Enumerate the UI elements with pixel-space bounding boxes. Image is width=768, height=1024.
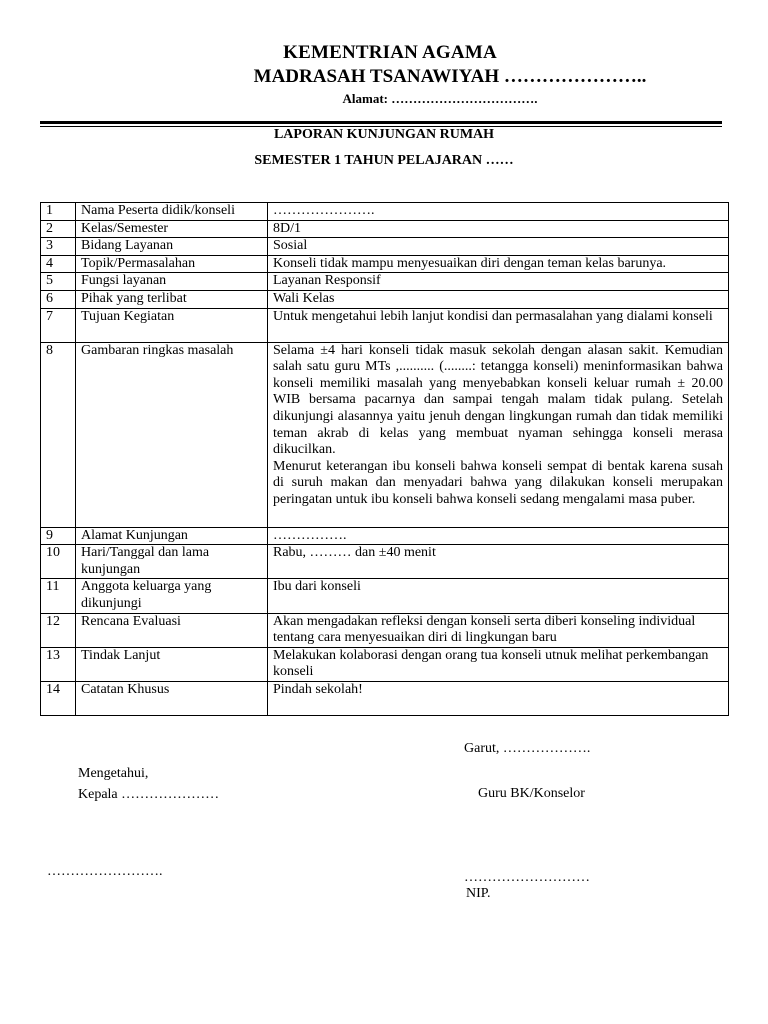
table-row xyxy=(41,290,729,308)
row-number: 7 xyxy=(41,308,76,342)
row-label: Bidang Layanan xyxy=(76,238,268,256)
row-number: 6 xyxy=(41,290,76,308)
row-value: Konseli tidak mampu menyesuaikan diri dengan teman kelas barunya. xyxy=(268,255,729,273)
row-label: Anggota keluarga yang dikunjungi xyxy=(76,579,268,613)
row-value: Layanan Responsif xyxy=(268,273,729,291)
school-heading: MADRASAH TSANAWIYAH ………………….. xyxy=(253,66,647,87)
row-number: 9 xyxy=(41,527,76,545)
row-number: 1 xyxy=(41,203,76,221)
row-value: Melakukan kolaborasi dengan orang tua konseli utnuk melihat perkembangan konseli xyxy=(268,647,729,681)
table-row xyxy=(41,255,729,273)
row-label: Pihak yang terlibat xyxy=(76,290,268,308)
row-label: Tindak Lanjut xyxy=(76,647,268,681)
row-label: Rencana Evaluasi xyxy=(76,613,268,647)
row-label: Alamat Kunjungan xyxy=(76,527,268,545)
row-label: Hari/Tanggal dan lama kunjungan xyxy=(76,545,268,579)
row-number: 13 xyxy=(41,647,76,681)
row-value: …………………. xyxy=(268,203,729,221)
row-value: 8D/1 xyxy=(268,220,729,238)
table-row xyxy=(41,579,729,613)
row-value: Ibu dari konseli xyxy=(268,579,729,613)
nip-label: NIP. xyxy=(466,886,491,901)
table-row xyxy=(41,342,729,527)
table-row xyxy=(41,203,729,221)
row-number: 12 xyxy=(41,613,76,647)
row-value: Pindah sekolah! xyxy=(268,681,729,715)
row-label: Kelas/Semester xyxy=(76,220,268,238)
row-number: 14 xyxy=(41,681,76,715)
row-value: ……………. xyxy=(268,527,729,545)
row-value: Akan mengadakan refleksi dengan konseli serta diberi konseling individual tentang cara menyesuaikan diri di lingkungan baru xyxy=(268,613,729,647)
row-number: 3 xyxy=(41,238,76,256)
table-row xyxy=(41,613,729,647)
row-number: 8 xyxy=(41,342,76,527)
table-row xyxy=(41,273,729,291)
ministry-heading: KEMENTRIAN AGAMA xyxy=(283,42,497,63)
header-rule-thick xyxy=(40,121,722,124)
row-label: Fungsi layanan xyxy=(76,273,268,291)
report-semester: SEMESTER 1 TAHUN PELAJARAN …… xyxy=(254,153,514,168)
row-value: Untuk mengetahui lebih lanjut kondisi dan permasalahan yang dialami konseli xyxy=(268,308,729,342)
table-row xyxy=(41,238,729,256)
row-value: Sosial xyxy=(268,238,729,256)
place-date: Garut, ………………. xyxy=(464,741,591,756)
row-number: 10 xyxy=(41,545,76,579)
row-label: Nama Peserta didik/konseli xyxy=(76,203,268,221)
row-number: 5 xyxy=(41,273,76,291)
row-value: Rabu, ……… dan ±40 menit xyxy=(268,545,729,579)
table-row xyxy=(41,527,729,545)
row-value xyxy=(268,342,729,527)
table-row xyxy=(41,220,729,238)
row-label: Gambaran ringkas masalah xyxy=(76,342,268,527)
row-label: Tujuan Kegiatan xyxy=(76,308,268,342)
row-label: Catatan Khusus xyxy=(76,681,268,715)
report-title: LAPORAN KUNJUNGAN RUMAH xyxy=(273,127,495,142)
row-number: 4 xyxy=(41,255,76,273)
report-table xyxy=(40,202,729,716)
counselor-label: Guru BK/Konselor xyxy=(478,786,585,801)
table-row xyxy=(41,545,729,579)
row-label: Topik/Permasalahan xyxy=(76,255,268,273)
table-row xyxy=(41,308,729,342)
problem-paragraph: Selama ±4 hari konseli tidak masuk sekolah dengan alasan sakit. Kemudian salah satu guru MTs ,.......... (........: tetangga konseli) meninformasikan bahwa konseli memiliki masalah yang menyebabkan konseli keluar rumah ± 20.00 WIB bersama pacarnya dan sampai tengah malam tidak pulang. Setelah dikunjungi alasannya yaitu jenuh dengan lingkungan rumah dan tidak memiliki teman akrab di kelas yang membuat nyaman sehingga konseli merasa dikucilkan. xyxy=(273,342,723,458)
acknowledged-label: Mengetahui, xyxy=(78,766,149,781)
table-row xyxy=(41,681,729,715)
row-number: 2 xyxy=(41,220,76,238)
counselor-signature-line: ……………………… xyxy=(464,870,590,885)
head-label: Kepala ………………… xyxy=(78,787,220,802)
address-line: Alamat: ……………………………. xyxy=(342,91,538,106)
head-signature-line: ……………………. xyxy=(47,864,163,879)
row-number: 11 xyxy=(41,579,76,613)
table-row xyxy=(41,647,729,681)
problem-paragraph: Menurut keterangan ibu konseli bahwa konseli sempat di bentak karena susah di suruh makan dan menyadari bahwa yang dilakukan konseli merupakan peringatan untuk ibu konseli bahwa konseli sedang mengalami masa puber. xyxy=(273,458,723,507)
row-value: Wali Kelas xyxy=(268,290,729,308)
